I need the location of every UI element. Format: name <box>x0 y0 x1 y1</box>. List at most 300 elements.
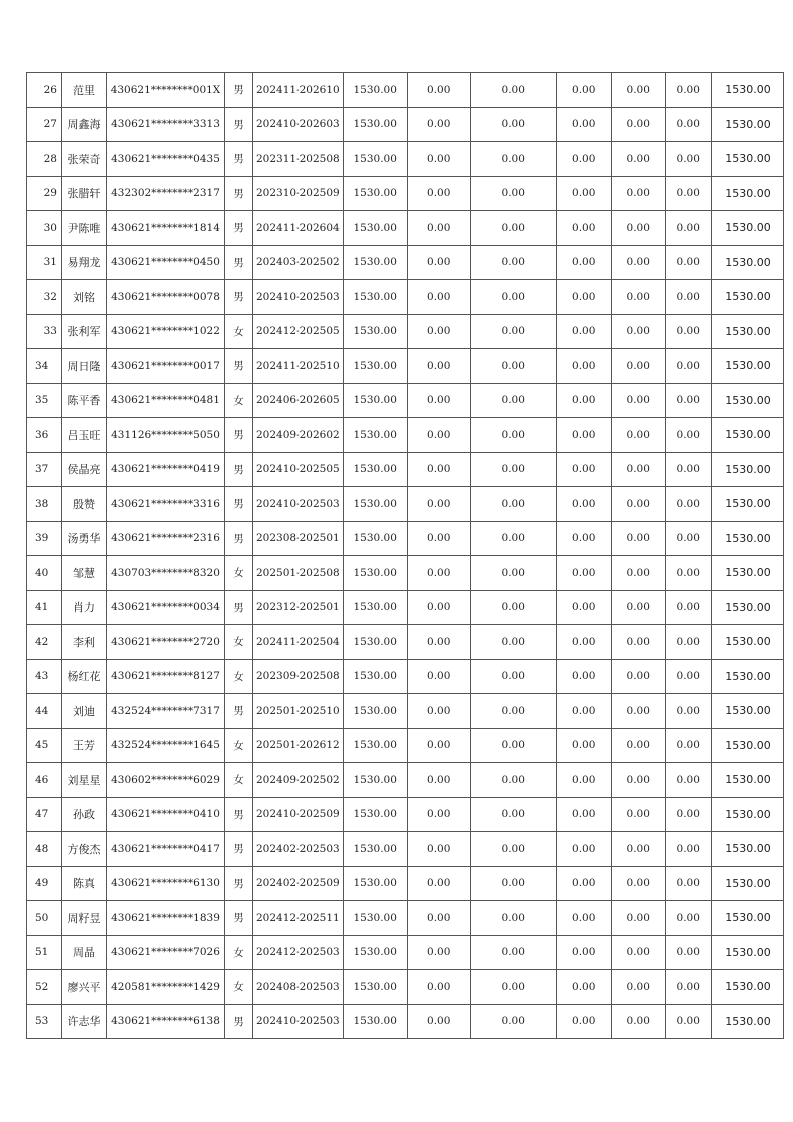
cell-id-number: 430703********8320 <box>107 556 225 591</box>
cell-period: 202501-202508 <box>253 556 344 591</box>
cell-name: 王芳 <box>62 728 107 763</box>
table-row <box>27 487 784 522</box>
cell-id-number: 430621********3313 <box>107 107 225 142</box>
cell-total-amount: 1530.00 <box>711 142 783 177</box>
cell-row-number: 50 <box>27 901 62 936</box>
cell-amount-4: 0.00 <box>556 245 611 280</box>
cell-amount-2: 0.00 <box>407 73 470 108</box>
table-row <box>27 556 784 591</box>
table-row <box>27 245 784 280</box>
cell-amount-4: 0.00 <box>556 659 611 694</box>
cell-amount-5: 0.00 <box>611 590 665 625</box>
cell-gender: 女 <box>225 659 253 694</box>
cell-amount-6: 0.00 <box>665 107 711 142</box>
cell-id-number: 430621********3316 <box>107 487 225 522</box>
cell-period: 202410-202503 <box>253 1004 344 1039</box>
cell-amount-4: 0.00 <box>556 73 611 108</box>
cell-amount-5: 0.00 <box>611 452 665 487</box>
cell-row-number: 33 <box>27 314 62 349</box>
cell-amount-2: 0.00 <box>407 452 470 487</box>
cell-amount-2: 0.00 <box>407 763 470 798</box>
cell-amount-5: 0.00 <box>611 728 665 763</box>
cell-amount-4: 0.00 <box>556 211 611 246</box>
cell-period: 202501-202510 <box>253 694 344 729</box>
cell-id-number: 430621********2316 <box>107 521 225 556</box>
cell-amount-3: 0.00 <box>470 866 556 901</box>
cell-period: 202408-202503 <box>253 970 344 1005</box>
cell-amount-2: 0.00 <box>407 349 470 384</box>
cell-name: 范里 <box>62 73 107 108</box>
cell-amount-3: 0.00 <box>470 452 556 487</box>
cell-name: 张腊轩 <box>62 176 107 211</box>
cell-id-number: 430621********0034 <box>107 590 225 625</box>
cell-amount-5: 0.00 <box>611 625 665 660</box>
cell-period: 202409-202502 <box>253 763 344 798</box>
cell-amount-2: 0.00 <box>407 211 470 246</box>
cell-amount-5: 0.00 <box>611 832 665 867</box>
cell-period: 202412-202505 <box>253 314 344 349</box>
cell-amount-4: 0.00 <box>556 349 611 384</box>
cell-amount-6: 0.00 <box>665 452 711 487</box>
cell-amount-2: 0.00 <box>407 832 470 867</box>
cell-amount-3: 0.00 <box>470 901 556 936</box>
cell-gender: 男 <box>225 107 253 142</box>
cell-amount-5: 0.00 <box>611 107 665 142</box>
cell-name: 刘迪 <box>62 694 107 729</box>
cell-total-amount: 1530.00 <box>711 797 783 832</box>
cell-amount-3: 0.00 <box>470 694 556 729</box>
table-row <box>27 280 784 315</box>
cell-amount-3: 0.00 <box>470 314 556 349</box>
cell-amount-6: 0.00 <box>665 866 711 901</box>
cell-amount-2: 0.00 <box>407 418 470 453</box>
cell-name: 吕玉旺 <box>62 418 107 453</box>
cell-amount-1: 1530.00 <box>343 418 407 453</box>
cell-amount-4: 0.00 <box>556 107 611 142</box>
subsidy-table <box>26 72 784 1039</box>
cell-name: 汤勇华 <box>62 521 107 556</box>
cell-amount-1: 1530.00 <box>343 901 407 936</box>
cell-amount-3: 0.00 <box>470 142 556 177</box>
table-row <box>27 625 784 660</box>
cell-amount-6: 0.00 <box>665 418 711 453</box>
cell-period: 202308-202501 <box>253 521 344 556</box>
cell-amount-4: 0.00 <box>556 935 611 970</box>
cell-amount-3: 0.00 <box>470 280 556 315</box>
cell-amount-4: 0.00 <box>556 625 611 660</box>
cell-period: 202501-202612 <box>253 728 344 763</box>
cell-amount-1: 1530.00 <box>343 176 407 211</box>
cell-amount-6: 0.00 <box>665 970 711 1005</box>
cell-name: 尹陈唯 <box>62 211 107 246</box>
cell-id-number: 430621********6130 <box>107 866 225 901</box>
cell-amount-4: 0.00 <box>556 418 611 453</box>
cell-amount-5: 0.00 <box>611 866 665 901</box>
cell-total-amount: 1530.00 <box>711 659 783 694</box>
cell-amount-2: 0.00 <box>407 797 470 832</box>
cell-amount-2: 0.00 <box>407 728 470 763</box>
cell-gender: 男 <box>225 866 253 901</box>
cell-amount-2: 0.00 <box>407 935 470 970</box>
cell-id-number: 430621********0419 <box>107 452 225 487</box>
cell-amount-6: 0.00 <box>665 280 711 315</box>
cell-amount-4: 0.00 <box>556 797 611 832</box>
cell-amount-1: 1530.00 <box>343 935 407 970</box>
cell-total-amount: 1530.00 <box>711 107 783 142</box>
cell-total-amount: 1530.00 <box>711 763 783 798</box>
cell-amount-1: 1530.00 <box>343 659 407 694</box>
cell-amount-4: 0.00 <box>556 763 611 798</box>
cell-row-number: 41 <box>27 590 62 625</box>
cell-total-amount: 1530.00 <box>711 935 783 970</box>
cell-total-amount: 1530.00 <box>711 211 783 246</box>
cell-row-number: 47 <box>27 797 62 832</box>
cell-amount-3: 0.00 <box>470 797 556 832</box>
cell-amount-2: 0.00 <box>407 625 470 660</box>
cell-id-number: 430621********2720 <box>107 625 225 660</box>
cell-gender: 男 <box>225 245 253 280</box>
cell-amount-6: 0.00 <box>665 487 711 522</box>
cell-amount-4: 0.00 <box>556 487 611 522</box>
cell-amount-6: 0.00 <box>665 556 711 591</box>
cell-amount-3: 0.00 <box>470 176 556 211</box>
cell-id-number: 430621********8127 <box>107 659 225 694</box>
cell-total-amount: 1530.00 <box>711 728 783 763</box>
cell-gender: 女 <box>225 970 253 1005</box>
cell-gender: 女 <box>225 383 253 418</box>
cell-name: 周籽昱 <box>62 901 107 936</box>
cell-row-number: 46 <box>27 763 62 798</box>
cell-period: 202406-202605 <box>253 383 344 418</box>
cell-amount-3: 0.00 <box>470 211 556 246</box>
cell-name: 方俊杰 <box>62 832 107 867</box>
cell-amount-2: 0.00 <box>407 866 470 901</box>
table-row <box>27 452 784 487</box>
cell-amount-6: 0.00 <box>665 901 711 936</box>
cell-amount-6: 0.00 <box>665 694 711 729</box>
cell-total-amount: 1530.00 <box>711 866 783 901</box>
cell-amount-6: 0.00 <box>665 797 711 832</box>
cell-row-number: 32 <box>27 280 62 315</box>
cell-amount-6: 0.00 <box>665 590 711 625</box>
cell-amount-2: 0.00 <box>407 901 470 936</box>
cell-amount-3: 0.00 <box>470 418 556 453</box>
cell-gender: 女 <box>225 556 253 591</box>
cell-amount-6: 0.00 <box>665 176 711 211</box>
cell-period: 202411-202610 <box>253 73 344 108</box>
cell-gender: 男 <box>225 901 253 936</box>
cell-amount-2: 0.00 <box>407 280 470 315</box>
cell-amount-6: 0.00 <box>665 142 711 177</box>
cell-id-number: 430621********7026 <box>107 935 225 970</box>
cell-gender: 女 <box>225 763 253 798</box>
cell-amount-2: 0.00 <box>407 556 470 591</box>
cell-period: 202411-202504 <box>253 625 344 660</box>
cell-period: 202402-202503 <box>253 832 344 867</box>
cell-row-number: 28 <box>27 142 62 177</box>
cell-id-number: 430621********1022 <box>107 314 225 349</box>
cell-amount-4: 0.00 <box>556 694 611 729</box>
cell-amount-3: 0.00 <box>470 763 556 798</box>
cell-name: 李利 <box>62 625 107 660</box>
cell-amount-6: 0.00 <box>665 245 711 280</box>
cell-amount-6: 0.00 <box>665 521 711 556</box>
cell-row-number: 36 <box>27 418 62 453</box>
cell-gender: 男 <box>225 418 253 453</box>
cell-total-amount: 1530.00 <box>711 280 783 315</box>
cell-gender: 女 <box>225 935 253 970</box>
cell-name: 许志华 <box>62 1004 107 1039</box>
cell-amount-1: 1530.00 <box>343 797 407 832</box>
cell-amount-4: 0.00 <box>556 280 611 315</box>
cell-amount-2: 0.00 <box>407 176 470 211</box>
cell-total-amount: 1530.00 <box>711 245 783 280</box>
cell-amount-3: 0.00 <box>470 590 556 625</box>
cell-amount-4: 0.00 <box>556 1004 611 1039</box>
cell-amount-5: 0.00 <box>611 418 665 453</box>
cell-amount-6: 0.00 <box>665 659 711 694</box>
cell-amount-6: 0.00 <box>665 73 711 108</box>
cell-gender: 男 <box>225 590 253 625</box>
cell-gender: 女 <box>225 728 253 763</box>
cell-id-number: 430621********001X <box>107 73 225 108</box>
cell-amount-1: 1530.00 <box>343 211 407 246</box>
cell-gender: 男 <box>225 694 253 729</box>
cell-gender: 男 <box>225 832 253 867</box>
cell-amount-5: 0.00 <box>611 280 665 315</box>
cell-period: 202311-202508 <box>253 142 344 177</box>
table-row <box>27 383 784 418</box>
cell-amount-2: 0.00 <box>407 1004 470 1039</box>
table-row <box>27 659 784 694</box>
cell-total-amount: 1530.00 <box>711 625 783 660</box>
cell-row-number: 27 <box>27 107 62 142</box>
cell-amount-4: 0.00 <box>556 314 611 349</box>
cell-amount-1: 1530.00 <box>343 970 407 1005</box>
cell-amount-4: 0.00 <box>556 901 611 936</box>
cell-amount-4: 0.00 <box>556 728 611 763</box>
cell-id-number: 430621********0078 <box>107 280 225 315</box>
cell-gender: 男 <box>225 211 253 246</box>
cell-amount-2: 0.00 <box>407 521 470 556</box>
cell-amount-4: 0.00 <box>556 970 611 1005</box>
table-row <box>27 797 784 832</box>
cell-id-number: 431126********5050 <box>107 418 225 453</box>
cell-total-amount: 1530.00 <box>711 314 783 349</box>
table-body <box>27 73 784 1039</box>
cell-id-number: 430621********0435 <box>107 142 225 177</box>
cell-name: 周日隆 <box>62 349 107 384</box>
cell-name: 陈平香 <box>62 383 107 418</box>
cell-amount-5: 0.00 <box>611 314 665 349</box>
table-row <box>27 694 784 729</box>
cell-total-amount: 1530.00 <box>711 73 783 108</box>
table-row <box>27 901 784 936</box>
cell-amount-2: 0.00 <box>407 487 470 522</box>
cell-amount-5: 0.00 <box>611 970 665 1005</box>
cell-name: 邹慧 <box>62 556 107 591</box>
cell-name: 易翔龙 <box>62 245 107 280</box>
cell-amount-3: 0.00 <box>470 935 556 970</box>
cell-id-number: 430621********6138 <box>107 1004 225 1039</box>
cell-amount-3: 0.00 <box>470 349 556 384</box>
cell-amount-3: 0.00 <box>470 73 556 108</box>
cell-amount-3: 0.00 <box>470 832 556 867</box>
table-row <box>27 763 784 798</box>
cell-name: 肖力 <box>62 590 107 625</box>
cell-row-number: 29 <box>27 176 62 211</box>
table-row <box>27 73 784 108</box>
table-row <box>27 728 784 763</box>
cell-amount-1: 1530.00 <box>343 728 407 763</box>
cell-amount-5: 0.00 <box>611 694 665 729</box>
cell-amount-1: 1530.00 <box>343 73 407 108</box>
table-row <box>27 832 784 867</box>
cell-name: 刘星星 <box>62 763 107 798</box>
cell-row-number: 49 <box>27 866 62 901</box>
cell-amount-5: 0.00 <box>611 142 665 177</box>
cell-amount-3: 0.00 <box>470 659 556 694</box>
cell-amount-1: 1530.00 <box>343 245 407 280</box>
cell-amount-3: 0.00 <box>470 556 556 591</box>
cell-amount-1: 1530.00 <box>343 590 407 625</box>
cell-amount-2: 0.00 <box>407 245 470 280</box>
cell-amount-4: 0.00 <box>556 452 611 487</box>
cell-total-amount: 1530.00 <box>711 383 783 418</box>
cell-id-number: 430621********1814 <box>107 211 225 246</box>
cell-amount-2: 0.00 <box>407 107 470 142</box>
cell-amount-5: 0.00 <box>611 176 665 211</box>
cell-id-number: 420581********1429 <box>107 970 225 1005</box>
cell-gender: 男 <box>225 349 253 384</box>
cell-period: 202402-202509 <box>253 866 344 901</box>
cell-amount-1: 1530.00 <box>343 452 407 487</box>
cell-id-number: 430621********0450 <box>107 245 225 280</box>
cell-total-amount: 1530.00 <box>711 590 783 625</box>
cell-period: 202403-202502 <box>253 245 344 280</box>
cell-amount-6: 0.00 <box>665 211 711 246</box>
cell-row-number: 30 <box>27 211 62 246</box>
cell-row-number: 26 <box>27 73 62 108</box>
cell-name: 张利军 <box>62 314 107 349</box>
cell-amount-1: 1530.00 <box>343 487 407 522</box>
cell-amount-3: 0.00 <box>470 521 556 556</box>
cell-total-amount: 1530.00 <box>711 694 783 729</box>
cell-period: 202309-202508 <box>253 659 344 694</box>
cell-amount-2: 0.00 <box>407 694 470 729</box>
cell-amount-3: 0.00 <box>470 1004 556 1039</box>
cell-amount-6: 0.00 <box>665 383 711 418</box>
cell-period: 202410-202505 <box>253 452 344 487</box>
cell-gender: 男 <box>225 142 253 177</box>
cell-total-amount: 1530.00 <box>711 452 783 487</box>
cell-row-number: 45 <box>27 728 62 763</box>
cell-gender: 男 <box>225 487 253 522</box>
cell-total-amount: 1530.00 <box>711 970 783 1005</box>
cell-period: 202409-202602 <box>253 418 344 453</box>
cell-amount-2: 0.00 <box>407 659 470 694</box>
cell-id-number: 430621********1839 <box>107 901 225 936</box>
cell-amount-5: 0.00 <box>611 797 665 832</box>
table-row <box>27 176 784 211</box>
cell-amount-3: 0.00 <box>470 970 556 1005</box>
cell-gender: 男 <box>225 797 253 832</box>
cell-total-amount: 1530.00 <box>711 832 783 867</box>
cell-amount-5: 0.00 <box>611 349 665 384</box>
cell-amount-5: 0.00 <box>611 556 665 591</box>
cell-gender: 女 <box>225 314 253 349</box>
cell-gender: 男 <box>225 452 253 487</box>
table-row <box>27 866 784 901</box>
cell-amount-4: 0.00 <box>556 866 611 901</box>
cell-amount-2: 0.00 <box>407 970 470 1005</box>
cell-total-amount: 1530.00 <box>711 521 783 556</box>
cell-amount-1: 1530.00 <box>343 832 407 867</box>
cell-amount-5: 0.00 <box>611 245 665 280</box>
cell-amount-1: 1530.00 <box>343 314 407 349</box>
cell-row-number: 43 <box>27 659 62 694</box>
cell-amount-3: 0.00 <box>470 107 556 142</box>
cell-id-number: 432524********1645 <box>107 728 225 763</box>
table-row <box>27 142 784 177</box>
cell-amount-6: 0.00 <box>665 1004 711 1039</box>
cell-total-amount: 1530.00 <box>711 901 783 936</box>
cell-period: 202410-202509 <box>253 797 344 832</box>
table-row <box>27 211 784 246</box>
cell-row-number: 34 <box>27 349 62 384</box>
cell-period: 202412-202503 <box>253 935 344 970</box>
cell-total-amount: 1530.00 <box>711 556 783 591</box>
cell-amount-1: 1530.00 <box>343 625 407 660</box>
cell-row-number: 42 <box>27 625 62 660</box>
cell-name: 侯晶亮 <box>62 452 107 487</box>
cell-gender: 男 <box>225 1004 253 1039</box>
cell-row-number: 51 <box>27 935 62 970</box>
cell-gender: 女 <box>225 625 253 660</box>
cell-amount-4: 0.00 <box>556 142 611 177</box>
cell-amount-4: 0.00 <box>556 521 611 556</box>
cell-id-number: 432524********7317 <box>107 694 225 729</box>
cell-row-number: 35 <box>27 383 62 418</box>
cell-period: 202412-202511 <box>253 901 344 936</box>
cell-amount-1: 1530.00 <box>343 349 407 384</box>
cell-row-number: 48 <box>27 832 62 867</box>
cell-gender: 男 <box>225 73 253 108</box>
cell-row-number: 40 <box>27 556 62 591</box>
cell-amount-6: 0.00 <box>665 935 711 970</box>
cell-name: 殷赞 <box>62 487 107 522</box>
cell-amount-6: 0.00 <box>665 349 711 384</box>
cell-id-number: 430621********0017 <box>107 349 225 384</box>
cell-amount-2: 0.00 <box>407 590 470 625</box>
cell-period: 202310-202509 <box>253 176 344 211</box>
table-row <box>27 418 784 453</box>
cell-gender: 男 <box>225 280 253 315</box>
table-row <box>27 521 784 556</box>
cell-amount-1: 1530.00 <box>343 383 407 418</box>
table-row <box>27 314 784 349</box>
cell-amount-5: 0.00 <box>611 487 665 522</box>
cell-amount-4: 0.00 <box>556 176 611 211</box>
cell-period: 202312-202501 <box>253 590 344 625</box>
cell-gender: 男 <box>225 176 253 211</box>
cell-amount-6: 0.00 <box>665 625 711 660</box>
cell-name: 张荣奇 <box>62 142 107 177</box>
cell-amount-1: 1530.00 <box>343 142 407 177</box>
cell-amount-3: 0.00 <box>470 728 556 763</box>
cell-amount-1: 1530.00 <box>343 556 407 591</box>
cell-amount-4: 0.00 <box>556 590 611 625</box>
